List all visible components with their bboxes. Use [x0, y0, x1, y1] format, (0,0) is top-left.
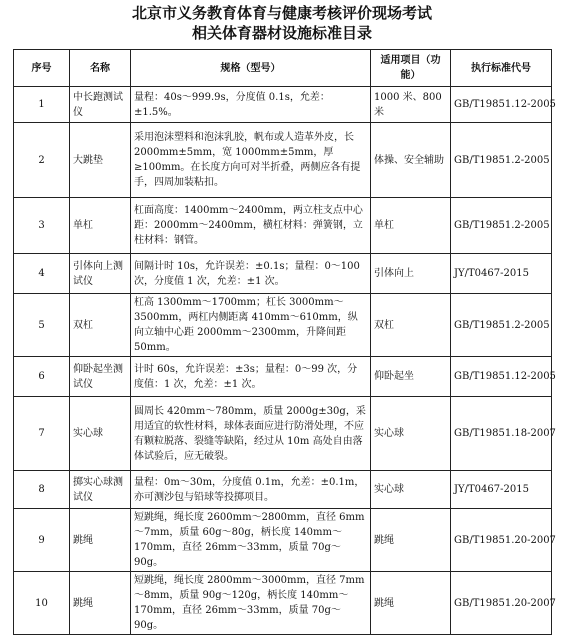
row-use: 引体向上 — [371, 254, 451, 294]
row-standard: GB/T19851.20-2007 — [451, 572, 552, 635]
table-row — [14, 123, 552, 198]
table-row — [14, 509, 552, 572]
row-number: 5 — [14, 294, 70, 357]
header-standard: 执行标准代号 — [451, 50, 552, 87]
row-use: 跳绳 — [371, 509, 451, 572]
row-standard: GB/T19851.2-2005 — [451, 294, 552, 357]
row-standard: GB/T19851.20-2007 — [451, 509, 552, 572]
row-name: 中长跑测试仪 — [70, 87, 131, 123]
row-number: 1 — [14, 87, 70, 123]
row-use: 实心球 — [371, 397, 451, 471]
row-spec: 圆周长 420mm～780mm，质量 2000g±30g，采用适宜的软性材料，球体表面应进行防滑处理，不应有颗粒脱落、裂缝等缺陷，经过从 10m 高处自由落体试验后，应无破裂。 — [131, 397, 371, 471]
row-name: 双杠 — [70, 294, 131, 357]
row-standard: GB/T19851.2-2005 — [451, 198, 552, 254]
row-standard: JY/T0467-2015 — [451, 254, 552, 294]
row-name: 跳绳 — [70, 572, 131, 635]
row-spec: 量程：0m～30m，分度值 0.1m，允差：±0.1m，亦可测沙包与铅球等投掷项目。 — [131, 471, 371, 509]
table-header-row — [14, 50, 552, 87]
row-spec: 短跳绳，绳长度 2600mm～2800mm，直径 6mm～7mm，质量 60g～80g，柄长度 140mm～170mm，直径 26mm～33mm，质量 70g～90g。 — [131, 509, 371, 572]
row-spec: 间隔计时 10s，允许误差：±0.1s；量程：0～100 次，分度值 1 次，允差：±1 次。 — [131, 254, 371, 294]
table-row — [14, 572, 552, 635]
table-row — [14, 294, 552, 357]
row-use: 跳绳 — [371, 572, 451, 635]
row-number: 4 — [14, 254, 70, 294]
row-spec: 量程：40s～999.9s，分度值 0.1s，允差：±1.5%。 — [131, 87, 371, 123]
table-row — [14, 198, 552, 254]
table-row — [14, 397, 552, 471]
row-number: 2 — [14, 123, 70, 198]
document-title — [0, 3, 564, 43]
row-number: 9 — [14, 509, 70, 572]
row-use: 实心球 — [371, 471, 451, 509]
header-no: 序号 — [14, 50, 70, 87]
row-use: 仰卧起坐 — [371, 357, 451, 397]
row-spec: 短跳绳，绳长度 2800mm～3000mm，直径 7mm～8mm，质量 90g～120g，柄长度 140mm～170mm，直径 26mm～33mm，质量 70g～90g。 — [131, 572, 371, 635]
row-use: 体操、安全辅助 — [371, 123, 451, 198]
row-name: 掷实心球测试仪 — [70, 471, 131, 509]
row-spec: 杠高 1300mm～1700mm；杠长 3000mm～3500mm，两杠内侧距离 410mm～610mm，纵向立轴中心距 2000mm～2300mm，升降间距 50mm。 — [131, 294, 371, 357]
row-number: 7 — [14, 397, 70, 471]
table-row — [14, 254, 552, 294]
row-number: 3 — [14, 198, 70, 254]
row-number: 6 — [14, 357, 70, 397]
row-name: 单杠 — [70, 198, 131, 254]
table-row — [14, 357, 552, 397]
row-use: 1000 米、800 米 — [371, 87, 451, 123]
row-name: 仰卧起坐测试仪 — [70, 357, 131, 397]
row-name: 大跳垫 — [70, 123, 131, 198]
row-name: 实心球 — [70, 397, 131, 471]
row-standard: GB/T19851.18-2007 — [451, 397, 552, 471]
row-spec: 采用泡沫塑料和泡沫乳胶，帆布或人造革外皮，长 2000mm±5mm，宽 1000mm±5mm，厚≥100mm。在长度方向可对半折叠，两侧应各有提手，四周加装粘扣。 — [131, 123, 371, 198]
row-number: 10 — [14, 572, 70, 635]
row-standard: GB/T19851.12-2005 — [451, 357, 552, 397]
row-use: 单杠 — [371, 198, 451, 254]
title-line-2: 相关体育器材设施标准目录 — [191, 24, 372, 42]
table-row — [14, 471, 552, 509]
row-name: 跳绳 — [70, 509, 131, 572]
header-spec: 规格（型号） — [131, 50, 371, 87]
row-standard: JY/T0467-2015 — [451, 471, 552, 509]
row-number: 8 — [14, 471, 70, 509]
row-spec: 杠面高度：1400mm～2400mm，两立柱支点中心距：2000mm～2400mm，横杠材料：弹簧钢，立柱材料：钢管。 — [131, 198, 371, 254]
header-use: 适用项目（功能） — [371, 50, 451, 87]
header-name: 名称 — [70, 50, 131, 87]
equipment-standards-table — [13, 49, 556, 635]
row-spec: 计时 60s，允许误差：±3s；量程：0～99 次，分度值：1 次，允差：±1 次。 — [131, 357, 371, 397]
row-name: 引体向上测试仪 — [70, 254, 131, 294]
row-standard: GB/T19851.12-2005 — [451, 87, 552, 123]
row-use: 双杠 — [371, 294, 451, 357]
row-standard: GB/T19851.2-2005 — [451, 123, 552, 198]
table-row — [14, 87, 552, 123]
title-line-1: 北京市义务教育体育与健康考核评价现场考试 — [131, 4, 432, 22]
